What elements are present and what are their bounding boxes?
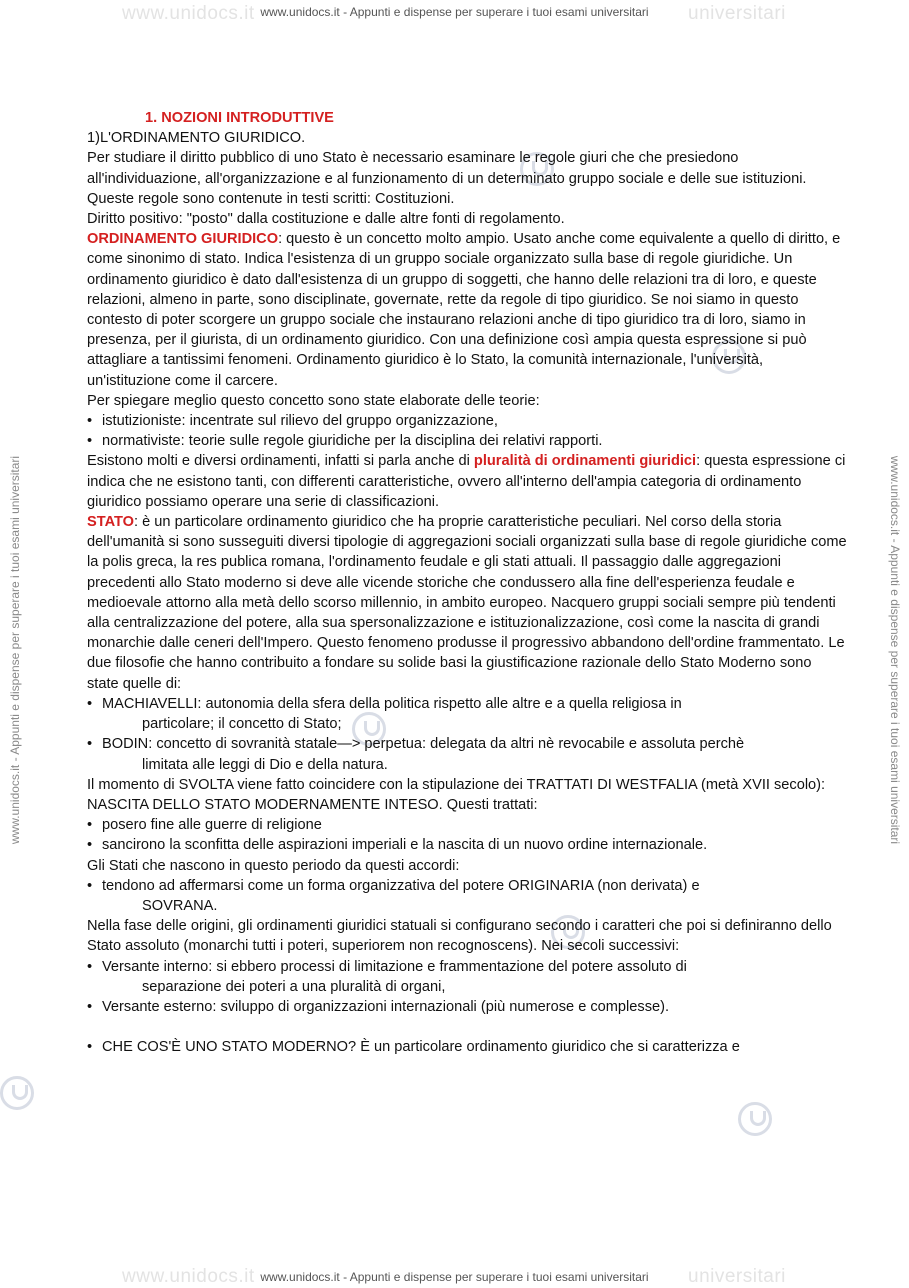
paragraph-stato <box>87 512 847 694</box>
term-ordinamento-giuridico: ORDINAMENTO GIURIDICO <box>87 231 279 248</box>
list-item: • posero fine alle guerre di religione <box>87 815 847 835</box>
paragraph-pluralita <box>87 451 847 512</box>
list-item-first-line: BODIN: concetto di sovranità statale—> perpetua: delegata da altri nè revocabile e assoluta perchè <box>102 736 745 753</box>
chapter-title: 1. NOZIONI INTRODUTTIVE <box>145 110 334 126</box>
list-item-continuation: SOVRANA. <box>142 897 218 914</box>
list-item: • CHE COS'È UNO STATO MODERNO? È un particolare ordinamento giuridico che si caratterizza e <box>87 1037 847 1057</box>
list-item-first-line: tendono ad affermarsi come un forma organizzativa del potere ORIGINARIA (non derivata) e <box>102 877 700 894</box>
pluralita-text-after: : questa espressione ci indica che ne esistono tanti, con differenti caratteristiche, ovvero all'interno dell'ampia categoria di ordinamento giuridico possiamo operare una serie di classificazioni. <box>87 453 846 510</box>
section-heading: 1)L'ORDINAMENTO GIURIDICO. <box>87 130 306 147</box>
paragraph-svolta: Il momento di SVOLTA viene fatto coincidere con la stipulazione dei TRATTATI DI WESTFALIA (metà XVII secolo): NASCITA DELLO STATO MODERNAMENTE INTESO. Questi trattati: <box>87 776 826 813</box>
watermark-ghost-right-bottom: universitari <box>688 1266 786 1287</box>
term-pluralita: pluralità di ordinamenti giuridici <box>473 453 697 470</box>
list-item-continuation: particolare; il concetto di Stato; <box>142 716 342 733</box>
unidocs-logo-icon <box>0 1076 34 1110</box>
side-watermark-left: www.unidocs.it - Appunti e dispense per superare i tuoi esami universitari <box>8 455 22 845</box>
spacer <box>87 1017 847 1037</box>
list-item-continuation: limitata alle leggi di Dio e della natura. <box>142 756 388 773</box>
paragraph-origini: Nella fase delle origini, gli ordinamenti giuridici statuali si configurano secondo i caratteri che poi si definiranno dello Stato assoluto (monarchi tutti i poteri, superiorem non recognoscens). Nei secoli successivi: <box>87 918 832 955</box>
side-watermark-right: www.unidocs.it - Appunti e dispense per superare i tuoi esami universitari <box>888 455 902 845</box>
paragraph-accordi: Gli Stati che nascono in questo periodo da questi accordi: <box>87 857 460 874</box>
list-item <box>87 957 847 997</box>
term-stato: STATO <box>87 514 135 531</box>
document-body <box>87 108 847 1057</box>
page-header: www.unidocs.it - Appunti e dispense per superare i tuoi esami universitari <box>260 5 649 19</box>
list-item <box>87 734 847 774</box>
paragraph-intro: Per studiare il diritto pubblico di uno Stato è necessario esaminare le regole giuri che che presiedono all'individuazione, all'organizzazione e al funzionamento di un determinato gruppo sociale e delle sue istituzioni. Queste regole sono contenute in testi scritti: Costituzioni. <box>87 150 807 207</box>
page-footer: www.unidocs.it - Appunti e dispense per superare i tuoi esami universitari <box>260 1270 649 1284</box>
list-item: • normativiste: teorie sulle regole giuridiche per la disciplina dei relativi rapporti. <box>87 431 847 451</box>
watermark-ghost-left-bottom: www.unidocs.it <box>122 1266 255 1287</box>
watermark-ghost-left: www.unidocs.it <box>122 3 255 24</box>
unidocs-logo-icon <box>738 1102 772 1136</box>
list-item-continuation: separazione dei poteri a una pluralità di organi, <box>142 978 446 995</box>
pluralita-text-before: Esistono molti e diversi ordinamenti, infatti si parla anche di <box>87 453 474 470</box>
ordinamento-text: : questo è un concetto molto ampio. Usato anche come equivalente a quello di diritto, e come sinonimo di stato. Indica l'esistenza di un gruppo sociale organizzato sulla base di regole giuridiche. Un ordinamento giuridico è dato dall'esistenza di un gruppo di soggetti, che hanno delle relazioni tra di loro, e queste relazioni, almeno in parte, sono disciplinate, governate, rette da regole di tipo giuridico. Se noi siamo in questo contesto di poter scorgere un gruppo sociale che instaurano relazioni anche di tipo giuridico tra di loro, siamo in presenza, per il giurista, di un ordinamento giuridico. Con una definizione così ampia questa espressione si può attagliare a tantissimi fenomeni. Ordinamento giuridico è lo Stato, la comunità internazionale, l'università, un'istituzione come il carcere. <box>87 231 841 389</box>
stato-text: : è un particolare ordinamento giuridico che ha proprie caratteristiche peculiari. Nel corso della storia dell'umanità si sono susseguiti diversi tipologie di aggregazioni sociali organizzati sulla base di regole giuridiche come la polis greca, la res publica romana, l'ordinamento feudale e gli stati attuali. Il passaggio dalle aggregazioni precedenti allo Stato moderno si deve alle vicende storiche che condussero alla fine dell'esperienza feudale e medioevale attorno alla metà dello scorso millennio, in ambito europeo. Nacquero gruppi sociali sempre più tendenti alla centralizzazione del potere, alla sua spersonalizzazione e istituzionalizzazione, così come la nascita di grandi monarchie dalle ceneri dell'Impero. Questo fenomeno produsse il progressivo abbandono dell'ordine frammentato. Le due filosofie che hanno contribuito a fondare su solide basi la giustificazione razionale dello Stato Moderno sono state quelle di: <box>87 514 847 692</box>
list-item: • sancirono la sconfitta delle aspirazioni imperiali e la nascita di un nuovo ordine internazionale. <box>87 835 847 855</box>
paragraph-teorie: Per spiegare meglio questo concetto sono state elaborate delle teorie: <box>87 392 540 409</box>
list-item <box>87 876 847 916</box>
list-item-first-line: MACHIAVELLI: autonomia della sfera della politica rispetto alle altre e a quella religiosa in <box>102 695 682 712</box>
list-item <box>87 694 847 734</box>
list-item-first-line: Versante interno: si ebbero processi di limitazione e frammentazione del potere assoluto di <box>102 958 687 975</box>
paragraph-ordinamento <box>87 229 847 391</box>
paragraph-diritto-positivo: Diritto positivo: "posto" dalla costituzione e dalle altre fonti di regolamento. <box>87 211 565 228</box>
watermark-ghost-right: universitari <box>688 3 786 24</box>
list-item: • istutizioniste: incentrate sul rilievo del gruppo organizzazione, <box>87 411 847 431</box>
list-item: • Versante esterno: sviluppo di organizzazioni internazionali (più numerose e complesse). <box>87 997 847 1017</box>
